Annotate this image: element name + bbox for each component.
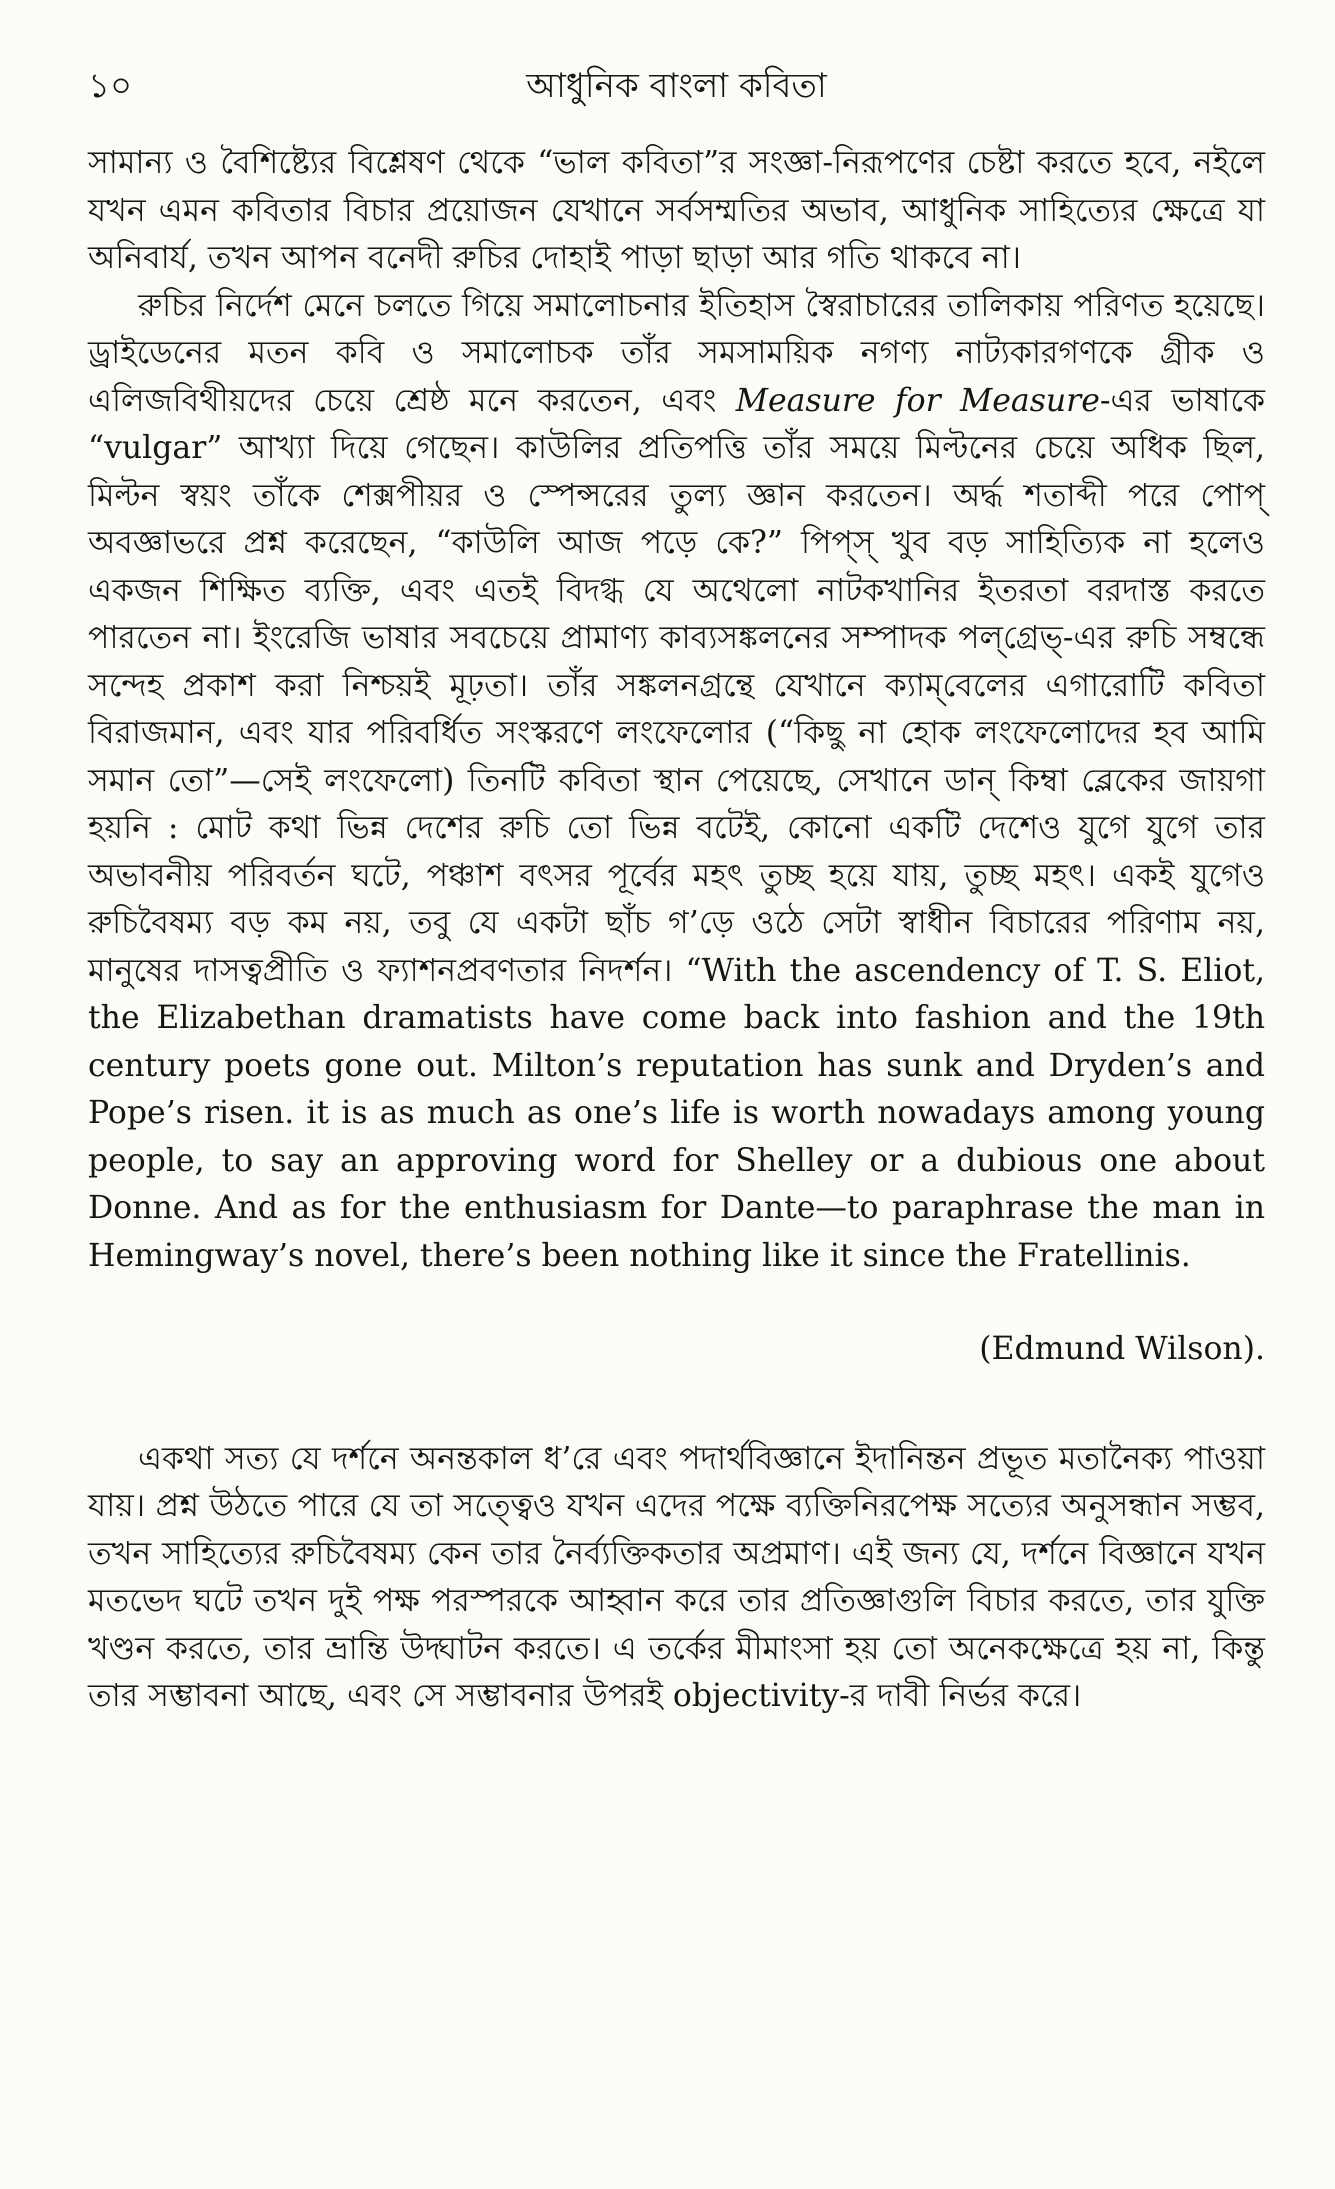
quote-attribution: (Edmund Wilson). (979, 1331, 1265, 1367)
paragraph-2 (88, 283, 1265, 1281)
paragraph-2-part-b: -এর ভাষাকে “vulgar” আখ্যা দিয়ে গেছেন। কাউলির প্রতিপত্তি তাঁর সময়ে মিল্টনের চেয়ে অধিক ছিল, মিল্টন স্বয়ং তাঁকে শেক্সপীয়র ও স্পেন্সরের তুল্য জ্ঞান করতেন। অর্দ্ধ শতাব্দী পরে পোপ্ অবজ্ঞাভরে প্রশ্ন করেছেন, “কাউলি আজ পড়ে কে?” পিপ্স্ খুব বড় সাহিত্যিক না হলেও একজন শিক্ষিত ব্যক্তি, এবং এতই বিদগ্ধ যে অথেলো নাটকখানির ইতরতা বরদাস্ত করতে পারতেন না। ইংরেজি ভাষার সবচেয়ে প্রামাণ্য কাব্যসঙ্কলনের সম্পাদক পল্‌গ্রেভ্-এর রুচি সম্বন্ধে সন্দেহ প্রকাশ করা নিশ্চয়ই মূঢ়তা। তাঁর সঙ্কলনগ্রন্থে যেখানে ক্যাম্‌বেলের এগারোটি কবিতা বিরাজমান, এবং যার পরিবর্ধিত সংস্করণে লংফেলোর (“কিছু না হোক লংফেলোদের হব আমি সমান তো”—সেই লংফেলো) তিনটি কবিতা স্থান পেয়েছে, সেখানে ডান্ কিম্বা ব্লেকের জায়গা হয়নি : মোট কথা ভিন্ন দেশের রুচি তো ভিন্ন বটেই, কোনো একটি দেশেও যুগে যুগে তার অভাবনীয় পরিবর্তন ঘটে, পঞ্চাশ বৎসর পূর্বের মহৎ তুচ্ছ হয়ে যায়, তুচ্ছ মহৎ। একই যুগেও রুচিবৈষম্য বড় কম নয়, তবু যে একটা ছাঁচ গ’ড়ে ওঠে সেটা স্বাধীন বিচারের পরিণাম নয়, মানুষের দাসত্বপ্রীতি ও ফ্যাশনপ্রবণতার নিদর্শন। “With the ascendency of T. S. Eliot, the Elizabethan dramatists have come back into fashion and the 19th century poets gone out. Milton’s reputation has sunk and Dryden’s and Pope’s risen. it is as much as one’s life is worth nowadays among young people, to say an approving word for Shelley or a dubious one about Donne. And as for the enthusiasm for Dante—to paraphrase the man in Hemingway’s novel, there’s been nothing like it since the Fratellinis. (88, 382, 1266, 1274)
page-header (88, 60, 1265, 110)
paragraph-3: একথা সত্য যে দর্শনে অনন্তকাল ধ’রে এবং পদার্থবিজ্ঞানে ইদানিন্তন প্রভূত মতানৈক্য পাওয়া যায়। প্রশ্ন উঠতে পারে যে তা সত্ত্বেও যখন এদের পক্ষে ব্যক্তিনিরপেক্ষ সত্যের অনুসন্ধান সম্ভব, তখন সাহিত্যের রুচিবৈষম্য কেন তার নৈর্ব্যক্তিকতার অপ্রমাণ। এই জন্য যে, দর্শনে বিজ্ঞানে যখন মতভেদ ঘটে তখন দুই পক্ষ পরস্পরকে আহ্বান করে তার প্রতিজ্ঞাগুলি বিচার করতে, তার যুক্তি খণ্ডন করতে, তার ভ্রান্তি উদ্ঘাটন করতে। এ তর্কের মীমাংসা হয় তো অনেকক্ষেত্রে হয় না, কিন্তু তার সম্ভাবনা আছে, এবং সে সম্ভাবনার উপরই objectivity-র দাবী নির্ভর করে। (88, 1440, 1265, 1714)
paragraph-1: সামান্য ও বৈশিষ্ট্যের বিশ্লেষণ থেকে “ভাল কবিতা”র সংজ্ঞা-নিরূপণের চেষ্টা করতে হবে, নইলে যখন এমন কবিতার বিচার প্রয়োজন যেখানে সর্বসম্মতির অভাব, আধুনিক সাহিত্যের ক্ষেত্রে যা অনিবার্য, তখন আপন বনেদী রুচির দোহাই পাড়া ছাড়া আর গতি থাকবে না। (88, 145, 1265, 276)
page-number: ১০ (88, 66, 133, 106)
running-title: আধুনিক বাংলা কবিতা (526, 66, 827, 106)
paragraph-2-part-a: রুচির নির্দেশ মেনে চলতে গিয়ে সমালোচনার ইতিহাস স্বৈরাচারের তালিকায় পরিণত হয়েছে। ড্রাইডেনের মতন কবি ও সমালোচক তাঁর সমসাময়িক নগণ্য নাট্যকারগণকে গ্রীক ও এলিজবিথীয়দের চেয়ে শ্রেষ্ঠ মনে করতেন, এবং (88, 287, 1265, 419)
page-body (88, 140, 1265, 1721)
play-title-italic: Measure for Measure (735, 382, 1100, 419)
